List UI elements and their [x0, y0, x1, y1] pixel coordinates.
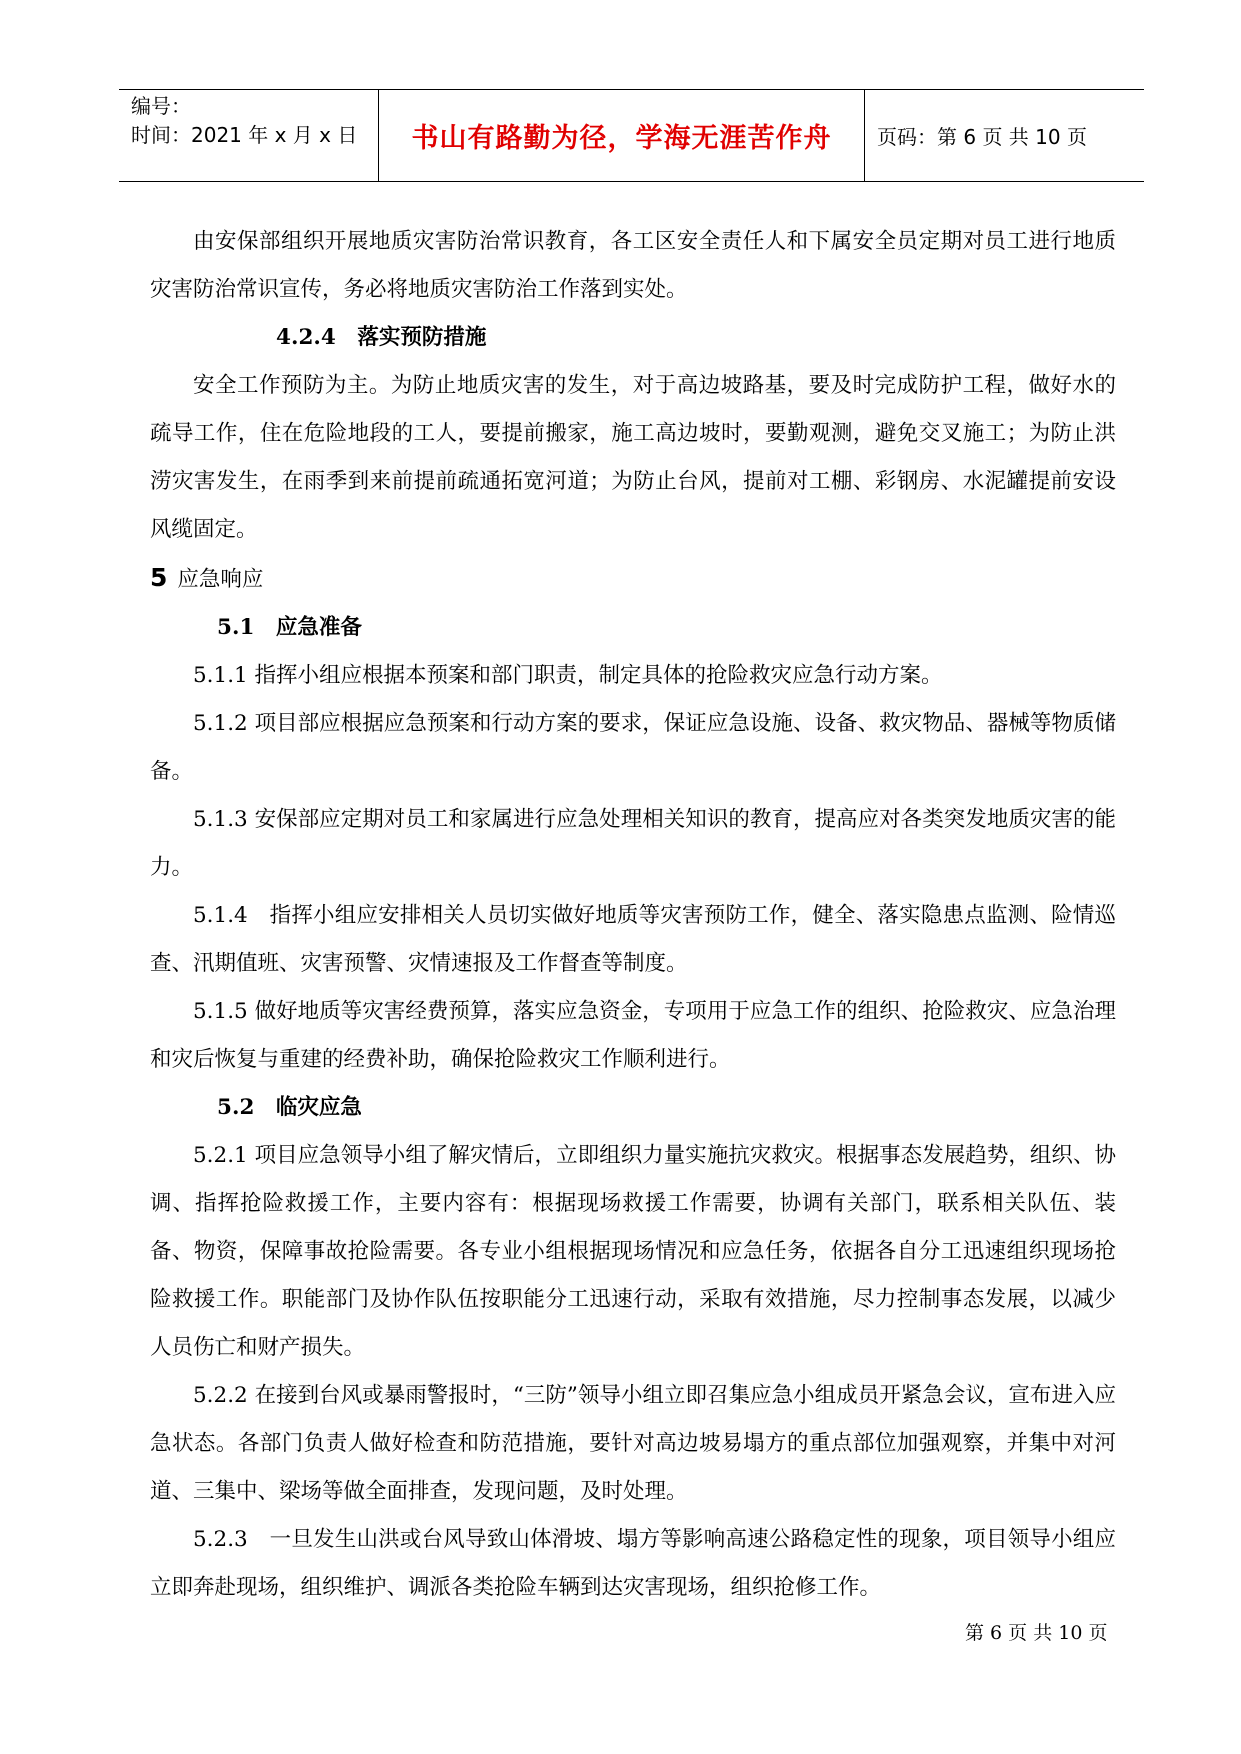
- section-heading-5-2: 5.2 临灾应急: [217, 1095, 362, 1120]
- section-heading-5-1: 5.1 应急准备: [217, 615, 362, 640]
- paragraph: 由安保部组织开展地质灾害防治常识教育，各工区安全责任人和下属安全员定期对员工进行地质灾害防治常识宣传，务必将地质灾害防治工作落到实处。: [150, 229, 1116, 302]
- header-left-cell: [119, 90, 379, 181]
- document-body: [150, 218, 1116, 1612]
- paragraph: 5.2.1 项目应急领导小组了解灾情后，立即组织力量实施抗灾救灾。根据事态发展趋势，组织、协调、指挥抢险救援工作，主要内容有：根据现场救援工作需要，协调有关部门，联系相关队伍、装备、物资，保障事故抢险需要。各专业小组根据现场情况和应急任务，依据各自分工迅速组织现场抢险救援工作。职能部门及协作队伍按职能分工迅速行动，采取有效措施，尽力控制事态发展，以减少人员伤亡和财产损失。: [150, 1143, 1116, 1360]
- document-number-label: 编号：: [131, 94, 191, 118]
- section-heading-5: [150, 554, 1116, 604]
- paragraph: 5.2.3 一旦发生山洪或台风导致山体滑坡、塌方等影响高速公路稳定性的现象，项目领导小组应立即奔赴现场，组织维护、调派各类抢险车辆到达灾害现场，组织抢修工作。: [150, 1527, 1116, 1600]
- page-footer: 第 6 页 共 10 页: [965, 1622, 1108, 1644]
- header-page-label: 页码：第 6 页 共 10 页: [877, 125, 1087, 149]
- paragraph: 5.1.4 指挥小组应安排相关人员切实做好地质等灾害预防工作，健全、落实隐患点监测、险情巡查、汛期值班、灾害预警、灾情速报及工作督查等制度。: [150, 903, 1116, 976]
- page-header: [119, 89, 1144, 182]
- paragraph: 5.2.2 在接到台风或暴雨警报时，“三防”领导小组立即召集应急小组成员开紧急会议，宣布进入应急状态。各部门负责人做好检查和防范措施，要针对高边坡易塌方的重点部位加强观察，并集中对河道、三集中、梁场等做全面排查，发现问题，及时处理。: [150, 1383, 1116, 1504]
- section-number: 5: [150, 563, 168, 592]
- document-time-label: 时间：2021 年 x 月 x 日: [131, 123, 358, 147]
- paragraph: 5.1.1 指挥小组应根据本预案和部门职责，制定具体的抢险救灾应急行动方案。: [193, 663, 943, 688]
- paragraph: 安全工作预防为主。为防止地质灾害的发生，对于高边坡路基，要及时完成防护工程，做好水的疏导工作，住在危险地段的工人，要提前搬家，施工高边坡时，要勤观测，避免交叉施工；为防止洪涝灾害发生，在雨季到来前提前疏通拓宽河道；为防止台风，提前对工棚、彩钢房、水泥罐提前安设风缆固定。: [150, 373, 1116, 542]
- paragraph: 5.1.2 项目部应根据应急预案和行动方案的要求，保证应急设施、设备、救灾物品、器械等物质储备。: [150, 711, 1116, 784]
- paragraph: 5.1.5 做好地质等灾害经费预算，落实应急资金，专项用于应急工作的组织、抢险救灾、应急治理和灾后恢复与重建的经费补助，确保抢险救灾工作顺利进行。: [150, 999, 1116, 1072]
- header-motto: 书山有路勤为径，学海无涯苦作舟: [379, 90, 865, 181]
- section-title: 应急响应: [177, 567, 264, 592]
- section-heading-4-2-4: 4.2.4 落实预防措施: [276, 325, 487, 350]
- paragraph: 5.1.3 安保部应定期对员工和家属进行应急处理相关知识的教育，提高应对各类突发地质灾害的能力。: [150, 807, 1116, 880]
